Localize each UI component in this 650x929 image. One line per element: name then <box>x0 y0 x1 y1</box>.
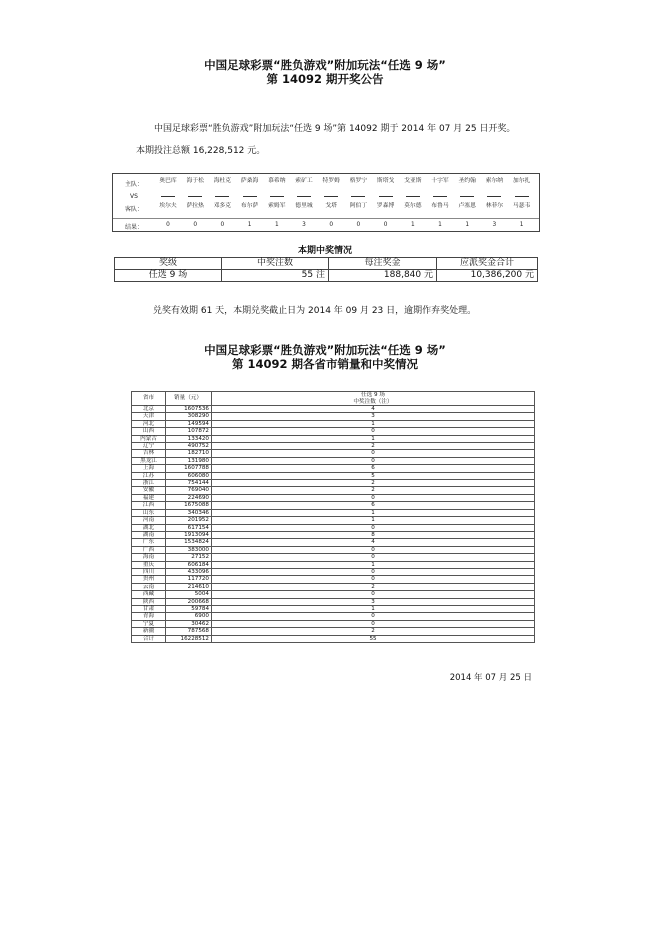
province-sales: 490752 <box>166 443 212 450</box>
vs-divider <box>379 196 393 197</box>
province-name: 西藏 <box>132 591 166 598</box>
province-wins: 2 <box>212 480 535 487</box>
match-result: 0 <box>220 222 225 228</box>
away-team: 罗森博 <box>376 203 395 209</box>
province-sales: 340346 <box>166 509 212 516</box>
province-wins: 4 <box>212 539 535 546</box>
province-name: 内蒙古 <box>132 435 166 442</box>
province-wins: 3 <box>212 413 535 420</box>
province-wins: 0 <box>212 524 535 531</box>
prize-table <box>114 257 538 282</box>
province-name: 吉林 <box>132 450 166 457</box>
prize-amount: 188,840 元 <box>329 270 437 282</box>
vs-divider <box>406 196 420 197</box>
province-row <box>132 457 535 464</box>
province-name: 宁夏 <box>132 620 166 627</box>
province-row <box>132 546 535 553</box>
province-name: 福建 <box>132 494 166 501</box>
province-name: 陕西 <box>132 598 166 605</box>
province-wins: 55 <box>212 635 535 642</box>
match-result: 0 <box>356 222 361 228</box>
away-team: 布尔萨 <box>240 203 259 209</box>
away-team: 萨拉热 <box>186 203 204 209</box>
province-sales: 30462 <box>166 620 212 627</box>
home-team: 圣约翰 <box>458 178 476 184</box>
province-row <box>132 524 535 531</box>
home-team: 慕希纳 <box>268 178 286 184</box>
province-row <box>132 539 535 546</box>
vs-divider <box>433 196 447 197</box>
province-row <box>132 406 535 413</box>
home-team: 奥巴库 <box>159 178 177 184</box>
match-result: 1 <box>247 222 252 228</box>
province-sales: 433096 <box>166 568 212 575</box>
province-row <box>132 472 535 479</box>
province-row <box>132 598 535 605</box>
province-sales: 214610 <box>166 583 212 590</box>
province-wins: 0 <box>212 457 535 464</box>
province-name: 合计 <box>132 635 166 642</box>
province-sales: 606184 <box>166 561 212 568</box>
province-name: 海南 <box>132 554 166 561</box>
province-name: 广西 <box>132 546 166 553</box>
province-row <box>132 605 535 612</box>
province-row <box>132 487 535 494</box>
province-wins: 2 <box>212 628 535 635</box>
province-sales: 1675088 <box>166 502 212 509</box>
prize-total: 10,386,200 元 <box>437 270 538 282</box>
announcement-subtitle: 第 14092 期开奖公告 <box>266 72 384 86</box>
province-row <box>132 435 535 442</box>
province-name: 辽宁 <box>132 443 166 450</box>
province-wins: 0 <box>212 576 535 583</box>
away-team: 林菲尔 <box>485 203 504 209</box>
home-team: 萨桑海 <box>240 178 259 184</box>
vs-divider <box>161 196 175 197</box>
province-name: 天津 <box>132 413 166 420</box>
province-row <box>132 561 535 568</box>
prize-header-level: 奖级 <box>115 258 222 270</box>
province-name: 黑龙江 <box>132 457 166 464</box>
prize-title: 本期中奖情况 <box>297 246 352 256</box>
province-wins: 8 <box>212 531 535 538</box>
away-team: 德里城 <box>295 203 313 209</box>
province-wins: 2 <box>212 443 535 450</box>
province-header-wins <box>212 392 535 406</box>
province-wins: 0 <box>212 450 535 457</box>
province-row <box>132 554 535 561</box>
province-name: 江西 <box>132 502 166 509</box>
prize-header-total: 应派奖金合计 <box>437 258 538 270</box>
province-name: 贵州 <box>132 576 166 583</box>
province-wins: 3 <box>212 598 535 605</box>
province-row <box>132 628 535 635</box>
away-team: 阿伯丁 <box>349 203 368 209</box>
away-team: 马瑟韦 <box>512 203 531 209</box>
province-sales: 1607788 <box>166 465 212 472</box>
match-result: 1 <box>519 222 524 228</box>
vs-divider <box>515 196 529 197</box>
province-row <box>132 443 535 450</box>
province-header-sales: 销量（元） <box>166 392 212 406</box>
province-wins: 0 <box>212 494 535 501</box>
vs-divider <box>487 196 501 197</box>
total-bet-text: 本期投注总额 16,228,512 元。 <box>136 146 266 156</box>
province-row <box>132 420 535 427</box>
result-label: 结果： <box>124 224 143 231</box>
province-wins: 0 <box>212 546 535 553</box>
province-sales: 1534824 <box>166 539 212 546</box>
province-sales: 787568 <box>166 628 212 635</box>
home-team: 索矿工 <box>295 178 313 184</box>
province-sales: 1913094 <box>166 531 212 538</box>
province-sales: 1607536 <box>166 406 212 413</box>
province-wins: 1 <box>212 509 535 516</box>
prize-count: 55 注 <box>222 270 329 282</box>
province-header-name: 省市 <box>132 392 166 406</box>
province-wins: 2 <box>212 583 535 590</box>
sales-title: 中国足球彩票“胜负游戏”附加玩法“任选 9 场” <box>204 343 446 357</box>
sales-subtitle: 第 14092 期各省市销量和中奖情况 <box>231 357 418 371</box>
province-row <box>132 583 535 590</box>
province-name: 湖南 <box>132 531 166 538</box>
vs-divider <box>297 196 311 197</box>
province-name: 重庆 <box>132 561 166 568</box>
province-sales: 5004 <box>166 591 212 598</box>
province-row <box>132 620 535 627</box>
province-sales: 107872 <box>166 428 212 435</box>
province-sales: 769040 <box>166 487 212 494</box>
province-wins: 0 <box>212 428 535 435</box>
province-sales: 16228512 <box>166 635 212 642</box>
vs-divider <box>460 196 474 197</box>
prize-level: 任选 9 场 <box>115 270 222 282</box>
province-row <box>132 428 535 435</box>
province-sales: 308290 <box>166 413 212 420</box>
home-team: 戈亚斯 <box>404 178 422 184</box>
province-row <box>132 480 535 487</box>
province-wins: 0 <box>212 568 535 575</box>
province-row <box>132 413 535 420</box>
away-team: 索姆军 <box>268 203 286 209</box>
province-row <box>132 568 535 575</box>
home-team: 特罗姆 <box>322 178 340 184</box>
province-name: 云南 <box>132 583 166 590</box>
province-sales: 149594 <box>166 420 212 427</box>
province-name: 青海 <box>132 613 166 620</box>
match-divider <box>113 218 539 219</box>
prize-row <box>115 270 538 282</box>
province-row <box>132 450 535 457</box>
province-name: 浙江 <box>132 480 166 487</box>
province-row <box>132 494 535 501</box>
match-result: 1 <box>274 222 279 228</box>
home-team-label: 主队： <box>124 181 143 188</box>
home-team: 十字军 <box>431 178 449 184</box>
province-wins: 0 <box>212 620 535 627</box>
province-name: 广东 <box>132 539 166 546</box>
prize-header-amount: 每注奖金 <box>329 258 437 270</box>
province-name: 甘肃 <box>132 605 166 612</box>
province-name: 新疆 <box>132 628 166 635</box>
province-sales: 117720 <box>166 576 212 583</box>
match-result: 3 <box>492 222 497 228</box>
vs-divider <box>188 196 202 197</box>
province-row <box>132 502 535 509</box>
match-result: 1 <box>438 222 442 228</box>
province-row <box>132 591 535 598</box>
province-name: 山东 <box>132 509 166 516</box>
province-row <box>132 465 535 472</box>
province-name: 山西 <box>132 428 166 435</box>
vs-divider <box>270 196 284 197</box>
match-result: 0 <box>383 222 388 228</box>
province-sales: 6900 <box>166 613 212 620</box>
match-table <box>112 173 540 232</box>
publish-date: 2014 年 07 月 25 日 <box>449 673 532 683</box>
home-team: 索尔纳 <box>485 178 504 184</box>
province-sales: 27152 <box>166 554 212 561</box>
province-wins: 1 <box>212 435 535 442</box>
home-team: 斯塔戈 <box>376 178 395 184</box>
province-wins: 0 <box>212 613 535 620</box>
province-sales: 59784 <box>166 605 212 612</box>
prize-header-row <box>115 258 538 270</box>
away-team: 布鲁马 <box>431 203 449 209</box>
home-team: 格罗宁 <box>349 178 368 184</box>
match-result: 0 <box>329 222 334 228</box>
announcement-title: 中国足球彩票“胜负游戏”附加玩法“任选 9 场” <box>204 58 446 72</box>
province-wins: 6 <box>212 502 535 509</box>
claim-note: 兑奖有效期 61 天，本期兑奖截止日为 2014 年 09 月 23 日，逾期作弃奖处理。 <box>153 306 477 316</box>
province-header-row <box>132 392 535 406</box>
province-sales: 754144 <box>166 480 212 487</box>
prize-header-count: 中奖注数 <box>222 258 329 270</box>
province-name: 江苏 <box>132 472 166 479</box>
province-name: 安徽 <box>132 487 166 494</box>
home-team: 海杜克 <box>213 178 232 184</box>
vs-divider <box>215 196 229 197</box>
province-name: 河北 <box>132 420 166 427</box>
province-row <box>132 509 535 516</box>
province-name: 湖北 <box>132 524 166 531</box>
match-result: 0 <box>193 222 198 228</box>
match-result: 1 <box>465 222 470 228</box>
province-sales: 131980 <box>166 457 212 464</box>
away-team: 戈塔 <box>325 203 337 209</box>
vs-divider <box>324 196 338 197</box>
province-wins: 0 <box>212 591 535 598</box>
away-team-label: 客队： <box>124 206 143 213</box>
away-team: 埃尔夫 <box>159 203 177 209</box>
vs-divider <box>351 196 365 197</box>
home-team: 加尔扎 <box>512 178 531 184</box>
province-sales: 224690 <box>166 494 212 501</box>
province-wins: 1 <box>212 561 535 568</box>
province-row <box>132 531 535 538</box>
away-team: 卢塞恩 <box>458 203 476 209</box>
province-row <box>132 635 535 642</box>
province-sales: 617154 <box>166 524 212 531</box>
match-result: 1 <box>410 222 415 228</box>
province-sales: 201952 <box>166 517 212 524</box>
province-wins: 0 <box>212 554 535 561</box>
province-sales: 200668 <box>166 598 212 605</box>
match-result: 0 <box>166 222 170 228</box>
province-sales: 383000 <box>166 546 212 553</box>
province-sales: 133420 <box>166 435 212 442</box>
province-sales: 606080 <box>166 472 212 479</box>
away-team: 邓多克 <box>213 203 232 209</box>
province-header-wins-b: 中奖注数（注） <box>353 398 393 405</box>
vs-label: VS <box>130 193 138 200</box>
province-name: 四川 <box>132 568 166 575</box>
province-wins: 2 <box>212 487 535 494</box>
province-wins: 5 <box>212 472 535 479</box>
province-header-wins-a: 任选 9 场 <box>361 392 385 398</box>
province-wins: 1 <box>212 605 535 612</box>
province-sales: 182710 <box>166 450 212 457</box>
province-table <box>131 391 535 643</box>
away-team: 莫尔德 <box>404 203 422 209</box>
province-name: 河南 <box>132 517 166 524</box>
province-name: 上海 <box>132 465 166 472</box>
province-wins: 1 <box>212 517 535 524</box>
home-team: 海于松 <box>186 178 204 184</box>
intro-text: 中国足球彩票“胜负游戏”附加玩法“任选 9 场”第 14092 期于 2014 年 07 月 25 日开奖。 <box>154 124 516 134</box>
province-wins: 1 <box>212 420 535 427</box>
province-name: 北京 <box>132 406 166 413</box>
province-row <box>132 576 535 583</box>
province-row <box>132 517 535 524</box>
province-wins: 4 <box>212 406 535 413</box>
province-wins: 6 <box>212 465 535 472</box>
province-row <box>132 613 535 620</box>
vs-divider <box>243 196 257 197</box>
match-result: 3 <box>302 222 306 228</box>
